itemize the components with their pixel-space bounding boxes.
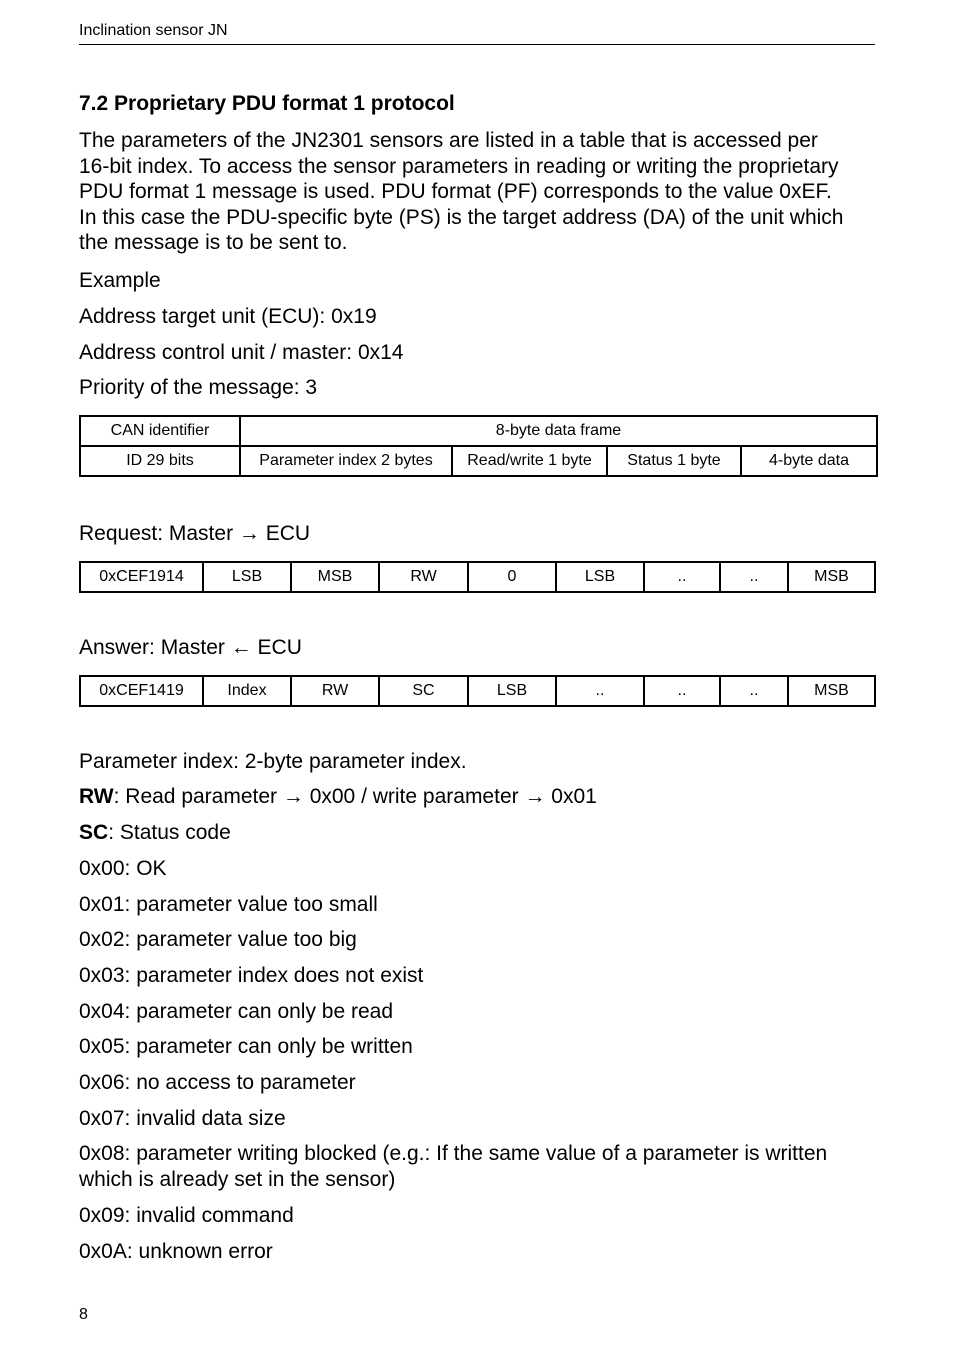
table-cell: CAN identifier	[80, 416, 240, 446]
rw-def	[79, 784, 597, 809]
status-code-item: 0x00: OK	[79, 857, 167, 880]
status-code-item: 0x06: no access to parameter	[79, 1071, 356, 1094]
status-code-item: 0x09: invalid command	[79, 1204, 294, 1227]
page-header: Inclination sensor JN	[79, 20, 875, 45]
table-cell: MSB	[788, 562, 875, 592]
table-cell: RW	[379, 562, 468, 592]
table-cell: RW	[291, 676, 379, 706]
table-cell: ..	[720, 562, 788, 592]
table-cell: 0xCEF1914	[80, 562, 203, 592]
intro-line: PDU format 1 message is used. PDU format (PF) corresponds to the value 0xEF.	[79, 180, 832, 203]
status-code-item: 0x03: parameter index does not exist	[79, 964, 424, 987]
table-cell: ..	[644, 562, 720, 592]
intro-line: In this case the PDU-specific byte (PS) is the target address (DA) of the unit which	[79, 205, 844, 229]
status-code-item: 0x02: parameter value too big	[79, 928, 357, 951]
status-code-item: 0x05: parameter can only be written	[79, 1035, 413, 1058]
table-cell: MSB	[291, 562, 379, 592]
sc-desc: : Status code	[108, 821, 231, 844]
status-code-item: 0x01: parameter value too small	[79, 893, 378, 916]
status-code-item: 0x0A: unknown error	[79, 1240, 273, 1263]
sc-def	[79, 820, 231, 845]
priority: Priority of the message: 3	[79, 376, 318, 399]
status-code-item	[79, 1141, 879, 1192]
address-control: Address control unit / master: 0x14	[79, 341, 404, 364]
table-cell: 4-byte data	[741, 446, 877, 476]
rw-desc: : Read parameter → 0x00 / write parameter → 0x01	[113, 785, 597, 808]
status-code-line: which is already set in the sensor)	[79, 1167, 396, 1191]
table-cell: 0xCEF1419	[80, 676, 203, 706]
request-label: Request: Master → ECU	[79, 522, 311, 545]
status-code-item: 0x04: parameter can only be read	[79, 1000, 394, 1023]
intro-paragraph	[79, 128, 879, 256]
table-cell: LSB	[468, 676, 556, 706]
table-cell: MSB	[788, 676, 875, 706]
table-cell: ..	[556, 676, 644, 706]
param-index-def: Parameter index: 2-byte parameter index.	[79, 750, 467, 773]
example-label: Example	[79, 269, 161, 292]
page-number: 8	[79, 1306, 88, 1323]
table-cell: ..	[644, 676, 720, 706]
table-cell: 0	[468, 562, 556, 592]
table-cell: Read/write 1 byte	[452, 446, 607, 476]
frame-format-table	[79, 415, 878, 477]
answer-table	[79, 675, 876, 707]
intro-line: The parameters of the JN2301 sensors are listed in a table that is accessed per	[79, 129, 818, 152]
table-cell: ID 29 bits	[80, 446, 240, 476]
table-cell: LSB	[203, 562, 291, 592]
table-cell: LSB	[556, 562, 644, 592]
address-target: Address target unit (ECU): 0x19	[79, 305, 377, 328]
intro-line: the message is to be sent to.	[79, 231, 348, 254]
sc-term: SC	[79, 821, 109, 844]
table-cell: Index	[203, 676, 291, 706]
request-table	[79, 561, 876, 593]
status-code-line: 0x08: parameter writing blocked (e.g.: If the same value of a parameter is written	[79, 1142, 828, 1165]
table-cell: 8-byte data frame	[240, 416, 877, 446]
table-cell: Parameter index 2 bytes	[240, 446, 452, 476]
table-cell: Status 1 byte	[607, 446, 741, 476]
table-cell: SC	[379, 676, 468, 706]
rw-term: RW	[79, 785, 114, 808]
intro-line: 16-bit index. To access the sensor parameters in reading or writing the proprietary	[79, 154, 839, 178]
answer-label: Answer: Master ← ECU	[79, 636, 302, 659]
status-code-item: 0x07: invalid data size	[79, 1107, 286, 1130]
table-cell: ..	[720, 676, 788, 706]
section-heading: 7.2 Proprietary PDU format 1 protocol	[79, 92, 455, 115]
